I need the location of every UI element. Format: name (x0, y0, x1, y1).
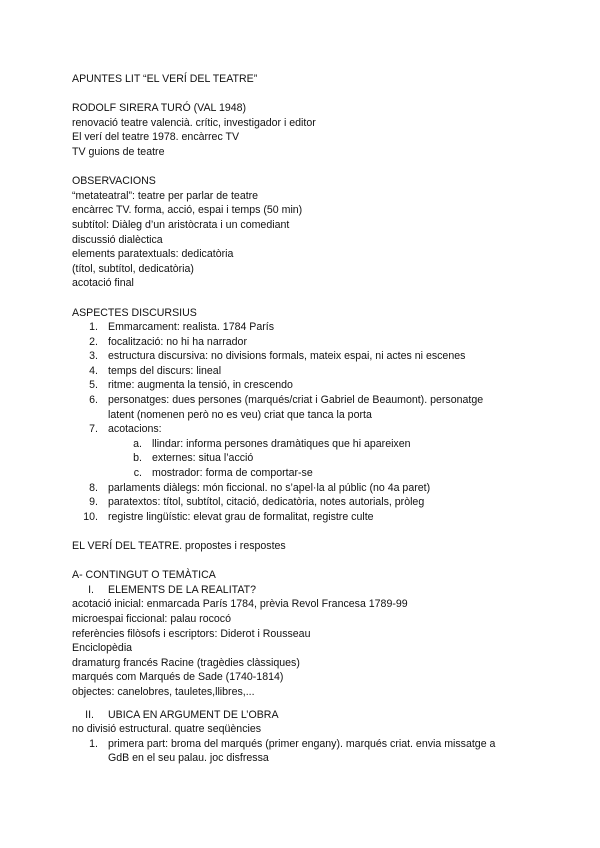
observacio-line: encàrrec TV. forma, acció, espai i temps (50 min) (72, 204, 303, 217)
list-item: 2. focalització: no hi ha narrador (89, 335, 247, 348)
list-item: 5. ritme: augmenta la tensió, in crescendo (89, 379, 293, 392)
sub-list-item: a. llindar: informa persones dramàtiques que hi apareixen (133, 437, 411, 450)
contingut-line: dramaturg francés Racine (tragèdies clàssiques) (72, 656, 300, 669)
contingut-line: no divisió estructural. quatre seqüències (72, 723, 262, 736)
list-item: 1. primera part: broma del marqués (primer engany). marqués criat. envia missatge a GdB en el seu palau. joc disfressa (89, 737, 496, 765)
roman-heading: II. UBICA EN ARGUMENT DE L’OBRA (85, 708, 279, 721)
contingut-heading: A- CONTINGUT O TEMÀTICA (72, 569, 216, 582)
sequencies-list (72, 737, 532, 766)
contingut-line: referències filòsofs i escriptors: Diderot i Rousseau (72, 627, 311, 640)
list-item: 8. parlaments diàlegs: món ficcional. no s’apel·la al públic (no 4a paret) (89, 481, 431, 494)
aspectes-heading: ASPECTES DISCURSIUS (72, 306, 197, 319)
contingut-line: acotació inicial: enmarcada París 1784, prèvia Revol Francesa 1789-99 (72, 598, 408, 611)
contingut-line: Enciclopèdia (72, 642, 133, 655)
observacio-line: (títol, subtítol, dedicatòria) (72, 262, 194, 275)
author-line: El verí del teatre 1978. encàrrec TV (72, 131, 240, 144)
author-line: renovació teatre valencià. crític, investigador i editor (72, 116, 316, 129)
observacio-line: elements paratextuals: dedicatòria (72, 248, 234, 261)
list-item: 1. Emmarcament: realista. 1784 París (89, 321, 275, 334)
contingut-line: marqués com Marqués de Sade (1740-1814) (72, 671, 284, 684)
contingut-line: objectes: canelobres, tauletes,llibres,... (72, 685, 255, 698)
list-item: 4. temps del discurs: lineal (89, 364, 222, 377)
list-item: 6. personatges: dues persones (marqués/criat i Gabriel de Beaumont). personatge latent (nomenen però no es veu) criat que tanca la porta (89, 394, 484, 421)
author-heading: RODOLF SIRERA TURÓ (VAL 1948) (72, 102, 247, 115)
observacio-line: acotació final (72, 277, 134, 290)
observacio-line: discussió dialèctica (72, 233, 163, 246)
document-title: APUNTES LIT “EL VERÍ DEL TEATRE” (72, 73, 258, 85)
list-item: 9. paratextos: títol, subtítol, citació, dedicatòria, notes autorials, pròleg (89, 496, 425, 509)
list-item: 3. estructura discursiva: no divisions formals, mateix espai, ni actes ni escenes (89, 350, 466, 363)
observacio-line: “metateatral”: teatre per parlar de teatre (72, 189, 259, 202)
document-content (72, 72, 532, 766)
sub-list-item: b. externes: situa l’acció (133, 452, 254, 465)
section-title: EL VERÍ DEL TEATRE. propostes i respostes (72, 540, 286, 552)
author-line: TV guions de teatre (72, 145, 165, 158)
list-item: 10. registre lingüístic: elevat grau de formalitat, registre culte (83, 510, 374, 523)
observacio-line: subtítol: Diàleg d’un aristòcrata i un comediant (72, 218, 290, 231)
observacions-heading: OBSERVACIONS (72, 175, 156, 188)
roman-heading: I. ELEMENTS DE LA REALITAT? (88, 583, 256, 596)
contingut-line: microespai ficcional: palau rococó (72, 612, 231, 625)
aspectes-list (72, 320, 532, 524)
list-item: 7. acotacions: (89, 423, 162, 436)
sub-list-item: c. mostrador: forma de comportar-se (133, 467, 313, 480)
